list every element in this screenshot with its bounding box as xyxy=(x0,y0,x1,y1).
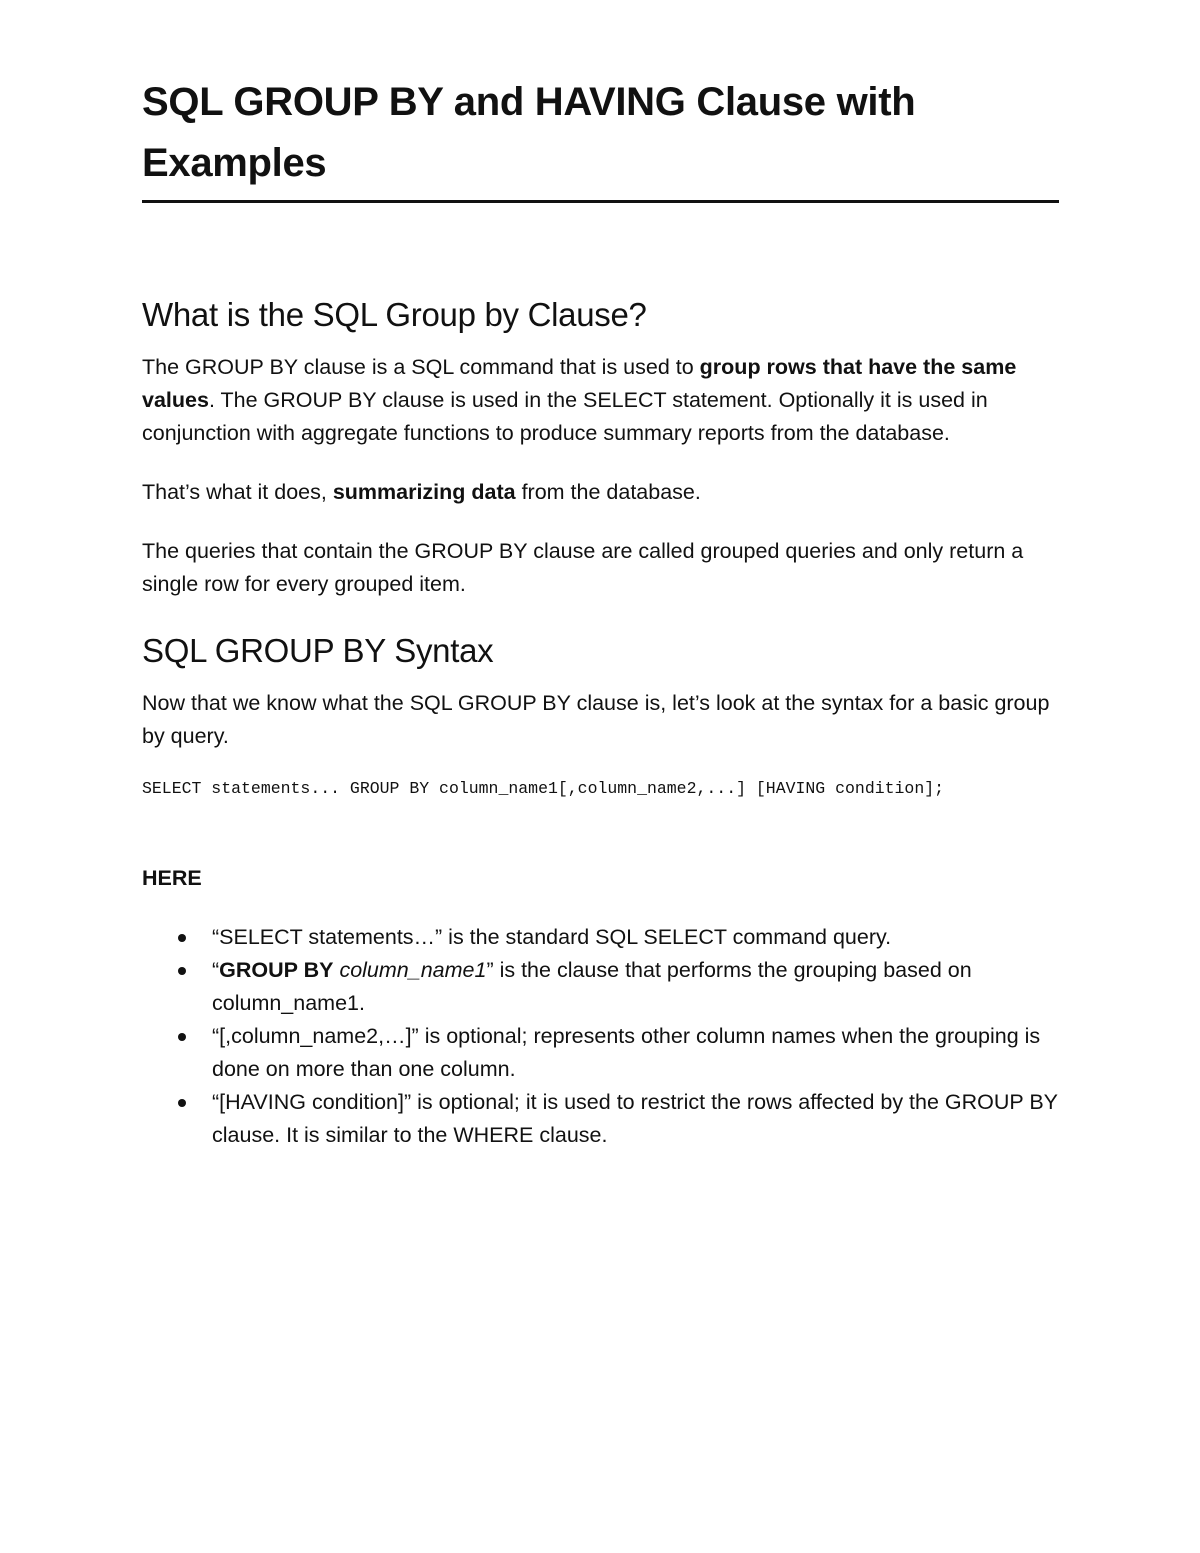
section-heading-syntax: SQL GROUP BY Syntax xyxy=(142,632,494,669)
paragraph-summary xyxy=(142,476,1059,509)
paragraph-bold-text: summarizing data xyxy=(332,480,516,504)
paragraph-syntax-intro: Now that we know what the SQL GROUP BY clause is, let’s look at the syntax for a basic group by query. xyxy=(142,691,1050,748)
section-heading-group-by: What is the SQL Group by Clause? xyxy=(142,296,647,333)
paragraph-text: That’s what it does, xyxy=(142,480,333,504)
title-divider xyxy=(142,200,1059,203)
bullet-icon xyxy=(178,967,186,975)
code-block-syntax: SELECT statements... GROUP BY column_name1[,column_name2,...] [HAVING condition]; xyxy=(142,779,945,798)
list-item xyxy=(142,921,1059,954)
document-page xyxy=(142,72,1059,1152)
list-item-text: “ xyxy=(212,958,220,982)
paragraph-bold-text: group rows that have the same values xyxy=(142,355,1017,412)
paragraph-text: The GROUP BY clause is a SQL command that is used to xyxy=(142,355,700,379)
list-item xyxy=(142,1020,1059,1086)
list-item xyxy=(142,1086,1059,1152)
list-item-text: ” is the clause that performs the grouping based on column_name1. xyxy=(212,958,972,1015)
paragraph-text: from the database. xyxy=(515,480,701,504)
list-item-text: “[HAVING condition]” is optional; it is used to restrict the rows affected by the GROUP BY clause. It is similar to the WHERE clause. xyxy=(212,1090,1058,1147)
list-item xyxy=(142,954,1059,1020)
page-title: SQL GROUP BY and HAVING Clause with Examples xyxy=(142,80,916,185)
here-label: HERE xyxy=(142,866,202,890)
bullet-icon xyxy=(178,1099,186,1107)
paragraph-definition xyxy=(142,351,1059,450)
list-item-italic-text: column_name1 xyxy=(333,958,487,982)
bullet-icon xyxy=(178,1033,186,1041)
list-item-text: “SELECT statements…” is the standard SQL SELECT command query. xyxy=(212,925,892,949)
paragraph-text: . The GROUP BY clause is used in the SELECT statement. Optionally it is used in conjunction with aggregate functions to produce summary reports from the database. xyxy=(142,388,988,445)
list-item-bold-text: GROUP BY xyxy=(219,958,334,982)
list-item-text: “[,column_name2,…]” is optional; represents other column names when the grouping is done on more than one column. xyxy=(212,1024,1041,1081)
paragraph-grouped-queries: The queries that contain the GROUP BY clause are called grouped queries and only return a single row for every grouped item. xyxy=(142,539,1024,596)
bullet-icon xyxy=(178,934,186,942)
syntax-explanation-list xyxy=(142,921,1059,1152)
